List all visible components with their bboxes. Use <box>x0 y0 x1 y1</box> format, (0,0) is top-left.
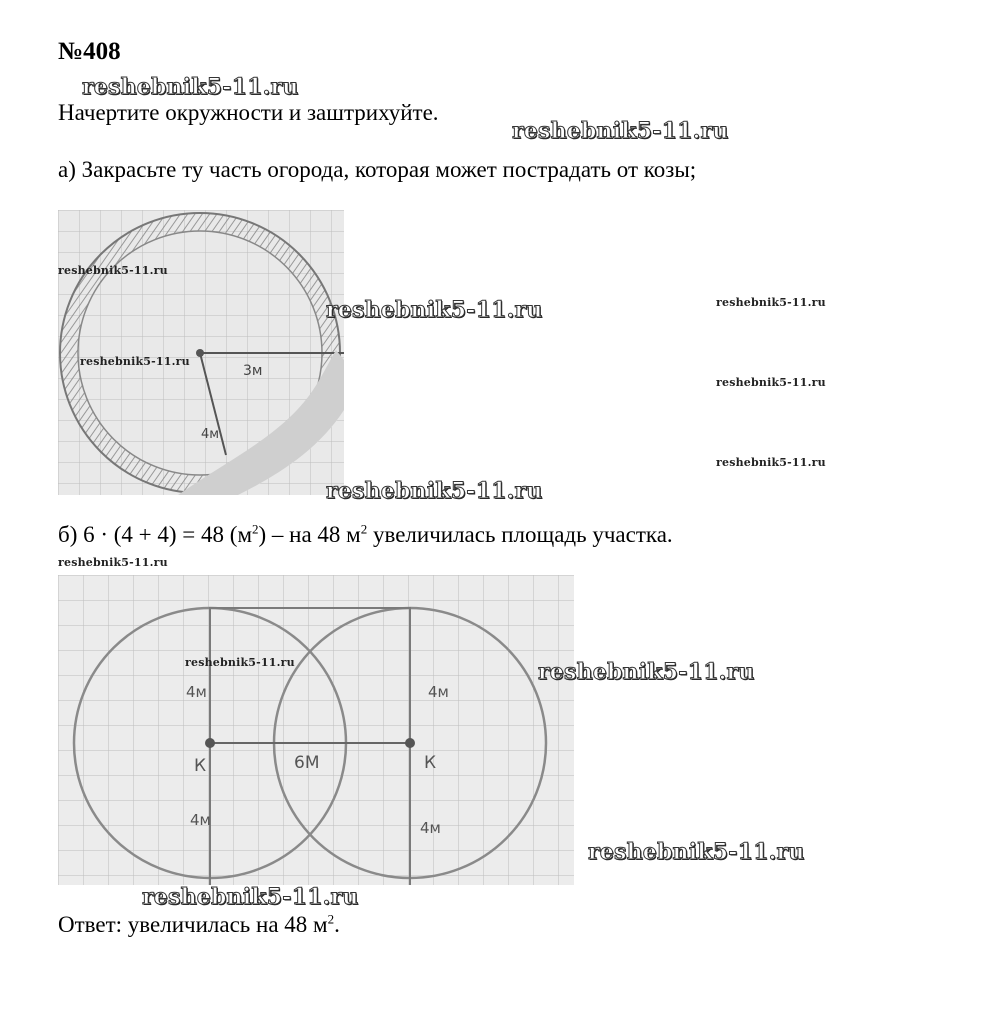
watermark: reshebnik5-11.ru <box>185 656 295 669</box>
label-4m: 4м <box>201 427 220 442</box>
watermark: reshebnik5-11.ru <box>58 264 168 277</box>
watermark: reshebnik5-11.ru <box>326 297 543 323</box>
watermark: reshebnik5-11.ru <box>82 74 299 100</box>
figure-b <box>58 575 574 885</box>
watermark: reshebnik5-11.ru <box>716 296 826 309</box>
label-top-left: 4м <box>186 683 207 701</box>
watermark: reshebnik5-11.ru <box>58 556 168 569</box>
label-3m: 3м <box>243 363 263 379</box>
problem-number: №408 <box>58 38 121 65</box>
part-b-prefix: б) 6 · (4 + 4) = 48 (м <box>58 522 252 547</box>
label-bottom-left: 4м <box>190 811 211 829</box>
figure-b-drawing <box>58 575 574 885</box>
label-top-right: 4м <box>428 683 449 701</box>
grid-lines <box>58 575 574 885</box>
part-b-text <box>58 522 673 548</box>
instruction-text: Начертите окружности и заштрихуйте. <box>58 100 439 125</box>
part-b-exp2: 2 <box>360 521 368 537</box>
center-point-right <box>405 738 415 748</box>
part-b-exp1: 2 <box>252 521 259 537</box>
part-a-text: а) Закрасьте ту часть огорода, которая может пострадать от козы; <box>58 157 697 182</box>
watermark: reshebnik5-11.ru <box>142 884 359 910</box>
label-center-left: К <box>194 756 207 776</box>
answer-prefix: Ответ: увеличилась на 48 м <box>58 912 328 937</box>
watermark: reshebnik5-11.ru <box>80 355 190 368</box>
answer-exp: 2 <box>327 911 335 927</box>
watermark: reshebnik5-11.ru <box>512 118 729 144</box>
label-bottom-right: 4м <box>420 819 441 837</box>
part-b-middle: ) – на 48 м <box>258 522 361 547</box>
answer-suffix: . <box>334 912 340 937</box>
watermark: reshebnik5-11.ru <box>716 376 826 389</box>
center-point-left <box>205 738 215 748</box>
part-b-suffix: увеличилась площадь участка. <box>367 522 673 547</box>
watermark: reshebnik5-11.ru <box>588 839 805 865</box>
label-distance: 6М <box>294 753 320 773</box>
center-point <box>196 349 204 357</box>
watermark: reshebnik5-11.ru <box>326 478 543 504</box>
figure-a <box>58 210 344 495</box>
label-center-right: К <box>424 753 437 773</box>
watermark: reshebnik5-11.ru <box>538 659 755 685</box>
answer-text <box>58 912 340 938</box>
watermark: reshebnik5-11.ru <box>716 456 826 469</box>
figure-a-drawing <box>58 210 344 495</box>
